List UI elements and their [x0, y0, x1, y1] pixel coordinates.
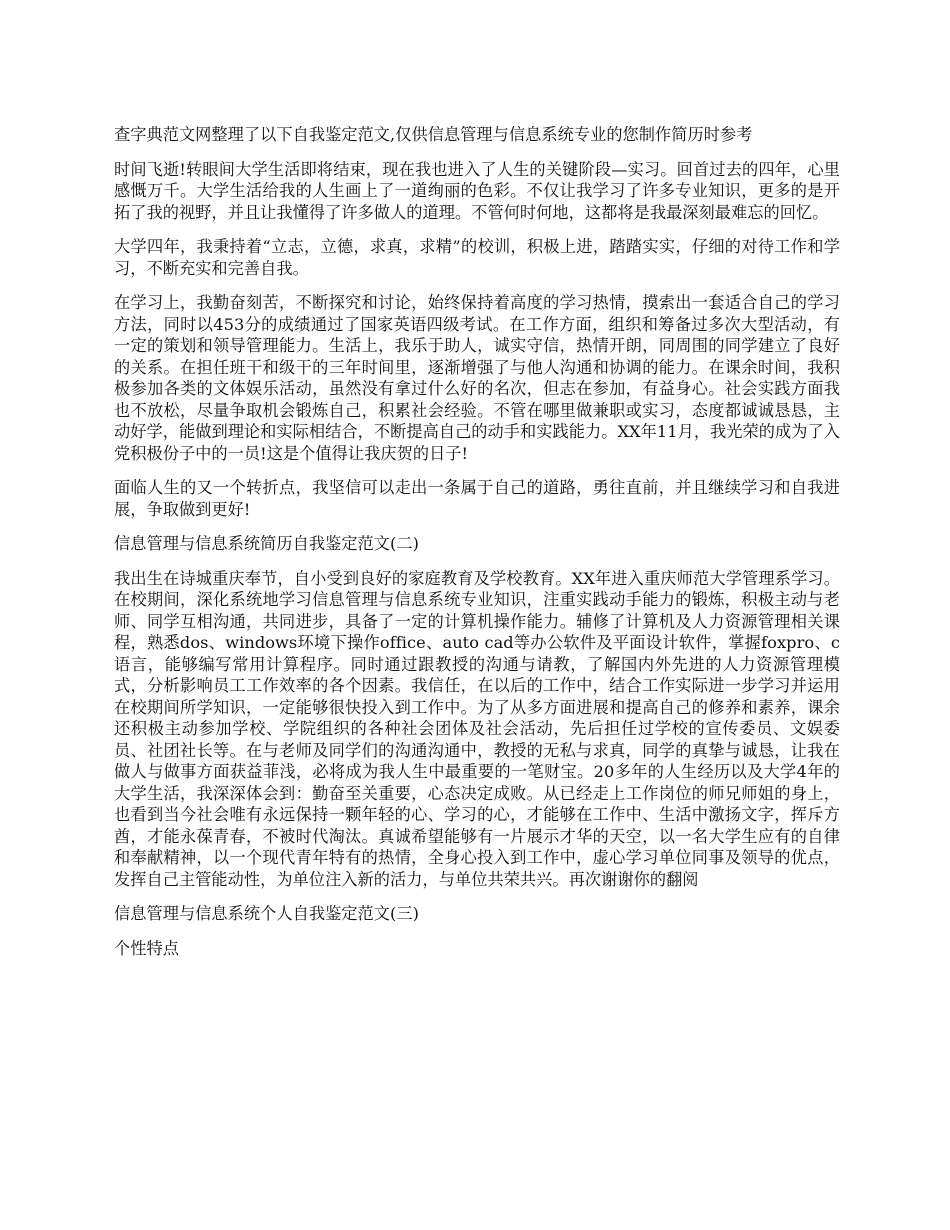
body-paragraph: 大学四年，我秉持着“立志，立德，求真，求精”的校训，积极上进，踏踏实实，仔细的对待工作和学习，不断充实和完善自我。: [114, 237, 840, 278]
body-paragraph: 在学习上，我勤奋刻苦，不断探究和讨论，始终保持着高度的学习热情，摸索出一套适合自己的学习方法，同时以453分的成绩通过了国家英语四级考试。在工作方面，组织和筹备过多次大型活动，有一定的策划和领导管理能力。生活上，我乐于助人，诚实守信，热情开朗，同周围的同学建立了良好的关系。在担任班干和级干的三年时间里，逐渐增强了与他人沟通和协调的能力。在课余时间，我积极参加各类的文体娱乐活动，虽然没有拿过什么好的名次，但志在参加，有益身心。社会实践方面我也不放松，尽量争取机会锻炼自己，积累社会经验。不管在哪里做兼职或实习，态度都诚诚恳恳，主动好学，能做到理论和实际相结合，不断提高自己的动手和实践能力。XX年11月，我光荣的成为了入党积极份子中的一员!这是个值得让我庆贺的日子!: [114, 293, 840, 463]
subsection-heading: 个性特点: [114, 938, 179, 958]
body-paragraph: 我出生在诗城重庆奉节，自小受到良好的家庭教育及学校教育。XX年进入重庆师范大学管理系学习。在校期间，深化系统地学习信息管理与信息系统专业知识，注重实践动手能力的锻炼，积极主动与老师、同学互相沟通，共同进步，具备了一定的计算机操作能力。辅修了计算机及人力资源管理相关课程，熟悉dos、windows环境下操作office、auto cad等办公软件及平面设计软件，掌握foxpro、c语言，能够编写常用计算程序。同时通过跟教授的沟通与请教，了解国内外先进的人力资源管理模式，分析影响员工工作效率的各个因素。我信任，在以后的工作中，结合工作实际进一步学习并运用在校期间所学知识，一定能够很快投入到工作中。为了从多方面进展和提高自己的修养和素养，课余还积极主动参加学校、学院组织的各种社会团体及社会活动，先后担任过学校的宣传委员、文娱委员、社团社长等。在与老师及同学们的沟通沟通中，教授的无私与求真，同学的真挚与诚恳，让我在做人与做事方面获益菲浅，必将成为我人生中最重要的一笔财宝。20多年的人生经历以及大学4年的大学生活，我深深体会到：勤奋至关重要，心态决定成败。从已经走上工作岗位的师兄师姐的身上，也看到当今社会唯有永远保持一颗年轻的心、学习的心，才能够在工作中、生活中激扬文字，挥斥方酋，才能永葆青春，不被时代淘汰。真诚希望能够有一片展示才华的天空，以一名大学生应有的自律和奉献精神，以一个现代青年特有的热情，全身心投入到工作中，虚心学习单位同事及领导的优点，发挥自己主管能动性，为单位注入新的活力，与单位共荣共兴。再次谢谢你的翻阅: [114, 568, 840, 889]
section-heading: 信息管理与信息系统简历自我鉴定范文(二): [114, 534, 420, 553]
document-body: [114, 124, 840, 972]
body-paragraph: 时间飞逝!转眼间大学生活即将结束，现在我也进入了人生的关键阶段—实习。回首过去的四年，心里感慨万千。大学生活给我的人生画上了一道绚丽的色彩。不仅让我学习了许多专业知识，更多的是开拓了我的视野，并且让我懂得了许多做人的道理。不管何时何地，这都将是我最深刻最难忘的回忆。: [114, 159, 840, 222]
intro-paragraph: 查字典范文网整理了以下自我鉴定范文,仅供信息管理与信息系统专业的您制作简历时参考: [114, 125, 753, 144]
body-paragraph: 面临人生的又一个转折点，我坚信可以走出一条属于自己的道路，勇往直前，并且继续学习和自我进展，争取做到更好!: [114, 478, 840, 519]
section-heading: 信息管理与信息系统个人自我鉴定范文(三): [114, 904, 420, 923]
